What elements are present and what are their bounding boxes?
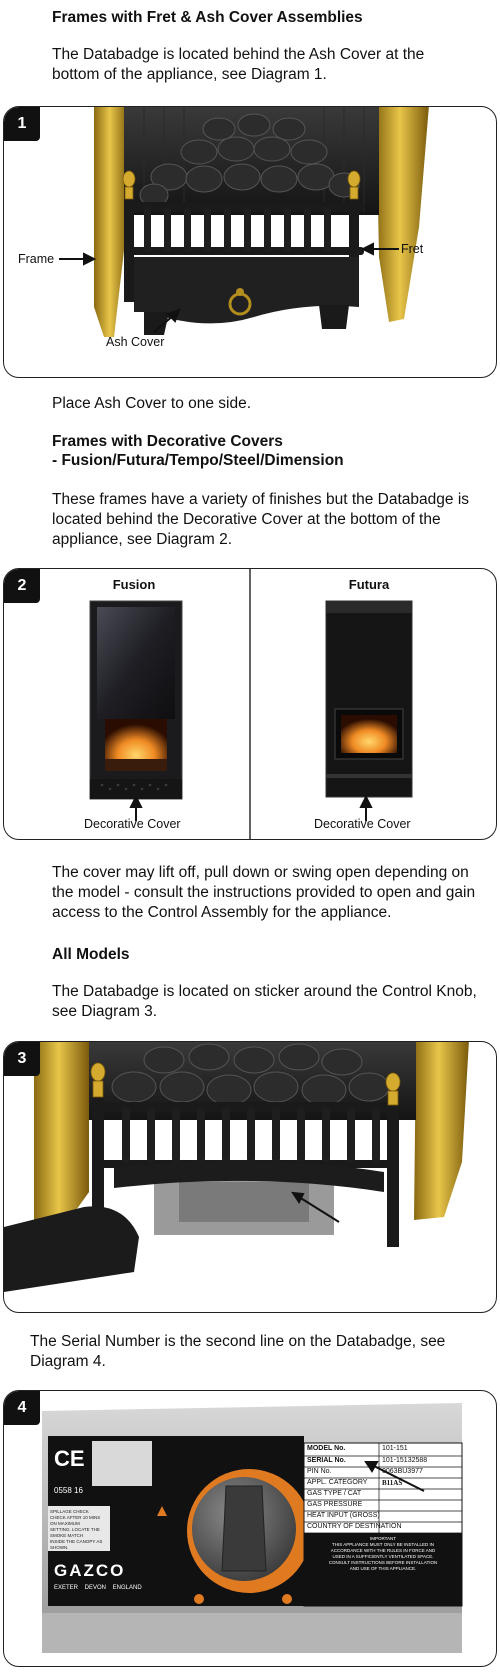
diagram-1-number: 1: [4, 107, 40, 141]
futura-fire: [326, 601, 412, 797]
diagram-3-number: 3: [4, 1042, 40, 1076]
section1-heading: Frames with Fret & Ash Cover Assemblies: [52, 9, 363, 26]
databadge-row-label: COUNTRY OF DESTINATION: [307, 1523, 402, 1530]
databadge-row-value: B11AS: [382, 1479, 403, 1487]
step3-text: The Serial Number is the second line on the Databadge, see Diagram 4.: [30, 1333, 446, 1370]
ce-number: 0558 16: [54, 1486, 83, 1495]
databadge-row-label: GAS PRESSURE: [307, 1501, 363, 1508]
section2-body: These frames have a variety of finishes but the Databadge is located behind the Decorative Cover at the bottom of the appliance, see Diagram 2.: [52, 491, 470, 548]
databadge-row-label: GAS TYPE / CAT: [307, 1490, 362, 1497]
gazco-logo: GAZCO: [54, 1561, 126, 1580]
diagram-2-number: 2: [4, 569, 40, 603]
fusion-title: Fusion: [112, 577, 156, 592]
databadge-row-label: PIN No.: [307, 1468, 332, 1475]
diagram-3: [3, 1041, 497, 1313]
futura-title: Futura: [348, 577, 390, 592]
diagram-3-illustration: [4, 1042, 496, 1312]
gazco-address: EXETER DEVON ENGLAND: [54, 1585, 142, 1591]
section3-body: The Databadge is located on sticker around the Control Knob, see Diagram 3.: [52, 983, 477, 1020]
diagram-1: [3, 106, 497, 378]
brass-frame-right: [376, 107, 429, 322]
diagram-4-number: 4: [4, 1391, 40, 1425]
brass-frame-left: [94, 107, 129, 337]
section2-heading-line2: - Fusion/Futura/Tempo/Steel/Dimension: [52, 452, 344, 469]
databadge-important-text: IMPORTANT THIS APPLIANCE MUST ONLY BE INSTALLED IN ACCORDANCE WITH THE RULES IN FORCE AND USED IN A SUFFICIENTLY VENTILATED SPACE. CONSULT INSTRUCTIONS BEFORE INSTALLATION AND USE OF THIS APPLIANCE.: [328, 1536, 438, 1571]
frame-label: Frame: [18, 252, 55, 266]
ce-mark: CE: [54, 1446, 85, 1471]
databadge-row-label: APPL. CATEGORY: [307, 1479, 368, 1486]
databadge-row-value: 101-151: [382, 1445, 408, 1452]
databadge-row-label: MODEL No.: [307, 1445, 346, 1452]
fusion-decorative-cover-label: Decorative Cover: [84, 817, 181, 831]
futura-decorative-cover-label: Decorative Cover: [314, 817, 411, 831]
databadge-row-value: 0063BU3977: [382, 1468, 423, 1475]
databadge-row-label: HEAT INPUT (GROSS): [307, 1512, 380, 1519]
diagram-4: [3, 1390, 497, 1667]
fret-label: Fret: [401, 242, 424, 256]
databadge-row-label: SERIAL No.: [307, 1457, 346, 1464]
step1-text: Place Ash Cover to one side.: [52, 395, 252, 412]
section2-heading-line1: Frames with Decorative Covers: [52, 433, 283, 450]
section3-heading: All Models: [52, 946, 130, 963]
diagram-2: [3, 568, 497, 840]
step2-text: The cover may lift off, pull down or swing open depending on the model - consult the instructions provided to open and gain access to the Control Assembly for the appliance.: [52, 864, 476, 921]
diagram-2-illustration: [4, 569, 496, 839]
ash-cover-label: Ash Cover: [106, 335, 165, 349]
databadge-serial-number: 101-15132588: [382, 1457, 428, 1464]
spillage-check-text: SPILLAGE CHECK CHECK AFTER 10 MINS ON MAXIMUM SETTING. LOCATE THE SMOKE MATCH INSIDE THE CANOPY AS SHOWN.: [50, 1509, 103, 1550]
section1-body: The Databadge is located behind the Ash Cover at the bottom of the appliance, see Diagram 1.: [52, 46, 425, 83]
